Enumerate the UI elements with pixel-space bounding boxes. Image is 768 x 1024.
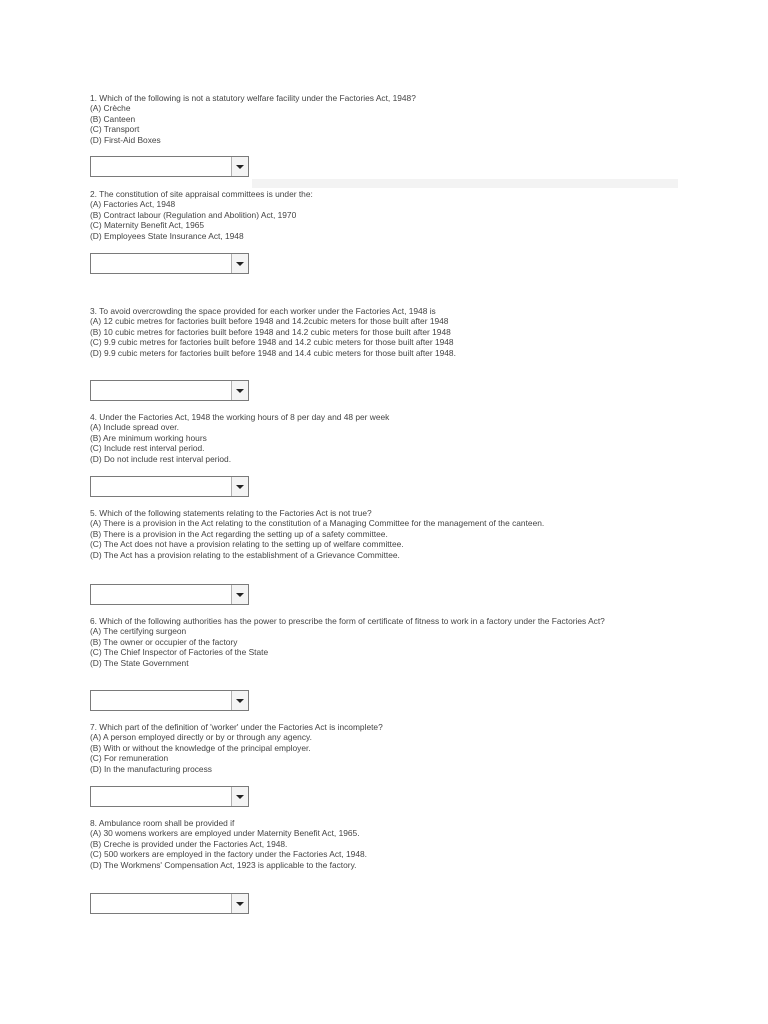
question-text: 6. Which of the following authorities has the power to prescribe the form of certificate of fitness to work in a factory under the Factories Act? — [90, 616, 605, 626]
answer-dropdown[interactable] — [90, 690, 249, 711]
option-text: (C) 9.9 cubic metres for factories built before 1948 and 14.2 cubic meters for those built after 1948 — [90, 337, 454, 348]
chevron-down-icon — [236, 795, 244, 799]
question-block — [90, 616, 605, 668]
option-text: (C) Maternity Benefit Act, 1965 — [90, 220, 205, 231]
option-text: (D) Employees State Insurance Act, 1948 — [90, 230, 244, 241]
question-block — [90, 412, 389, 464]
option-text: (D) The State Government — [90, 657, 189, 668]
option-text: (D) Do not include rest interval period. — [90, 453, 232, 464]
option-text: (D) First-Aid Boxes — [90, 134, 161, 145]
dropdown-button[interactable] — [231, 894, 248, 913]
answer-dropdown[interactable] — [90, 156, 249, 177]
answer-dropdown[interactable] — [90, 253, 249, 274]
dropdown-button[interactable] — [231, 477, 248, 496]
answer-dropdown[interactable] — [90, 893, 249, 914]
option-text: (D) In the manufacturing process — [90, 763, 212, 774]
dropdown-button[interactable] — [231, 787, 248, 806]
option-text: (B) There is a provision in the Act regarding the setting up of a safety committee. — [90, 528, 388, 539]
dropdown-button[interactable] — [231, 381, 248, 400]
question-block — [90, 93, 416, 145]
option-text: (B) The owner or occupier of the factory — [90, 636, 238, 647]
option-text: (D) The Workmens' Compensation Act, 1923 is applicable to the factory. — [90, 859, 357, 870]
option-text: (B) Canteen — [90, 113, 136, 124]
option-text: (C) The Chief Inspector of Factories of the State — [90, 647, 269, 658]
chevron-down-icon — [236, 165, 244, 169]
option-text: (D) 9.9 cubic meters for factories built before 1948 and 14.4 cubic meters for those built after 1948. — [90, 347, 456, 358]
question-text: 1. Which of the following is not a statutory welfare facility under the Factories Act, 1948? — [90, 93, 416, 103]
question-block — [90, 722, 383, 774]
option-text: (C) Transport — [90, 124, 140, 135]
question-block — [90, 818, 367, 870]
option-text: (A) Factories Act, 1948 — [90, 199, 176, 210]
chevron-down-icon — [236, 389, 244, 393]
chevron-down-icon — [236, 262, 244, 266]
option-text: (C) 500 workers are employed in the factory under the Factories Act, 1948. — [90, 849, 367, 860]
option-text: (A) Include spread over. — [90, 422, 179, 433]
dropdown-button[interactable] — [231, 585, 248, 604]
question-text: 4. Under the Factories Act, 1948 the working hours of 8 per day and 48 per week — [90, 412, 390, 422]
question-text: 3. To avoid overcrowding the space provided for each worker under the Factories Act, 1948 is — [90, 306, 436, 316]
option-text: (A) The certifying surgeon — [90, 626, 187, 637]
answer-dropdown[interactable] — [90, 584, 249, 605]
question-block — [90, 306, 456, 358]
dropdown-button[interactable] — [231, 157, 248, 176]
chevron-down-icon — [236, 699, 244, 703]
option-text: (D) The Act has a provision relating to the establishment of a Grievance Committee. — [90, 549, 400, 560]
question-text: 5. Which of the following statements relating to the Factories Act is not true? — [90, 508, 372, 518]
question-block — [90, 508, 544, 560]
chevron-down-icon — [236, 485, 244, 489]
option-text: (A) 12 cubic metres for factories built before 1948 and 14.2cubic meters for those built after 1948 — [90, 316, 449, 327]
chevron-down-icon — [236, 902, 244, 906]
answer-dropdown[interactable] — [90, 786, 249, 807]
option-text: (C) For remuneration — [90, 753, 169, 764]
question-text: 7. Which part of the definition of 'worker' under the Factories Act is incomplete? — [90, 722, 383, 732]
option-text: (B) Contract labour (Regulation and Abolition) Act, 1970 — [90, 209, 297, 220]
option-text: (A) There is a provision in the Act relating to the constitution of a Managing Committee for the management of the canteen. — [90, 518, 545, 529]
option-text: (C) Include rest interval period. — [90, 443, 205, 454]
option-text: (A) 30 womens workers are employed under Maternity Benefit Act, 1965. — [90, 828, 360, 839]
option-text: (B) With or without the knowledge of the principal employer. — [90, 742, 311, 753]
dropdown-button[interactable] — [231, 254, 248, 273]
answer-dropdown[interactable] — [90, 380, 249, 401]
chevron-down-icon — [236, 593, 244, 597]
question-text: 8. Ambulance room shall be provided if — [90, 818, 235, 828]
dropdown-button[interactable] — [231, 691, 248, 710]
option-text: (B) Creche is provided under the Factories Act, 1948. — [90, 838, 288, 849]
question-block — [90, 189, 313, 241]
option-text: (A) A person employed directly or by or through any agency. — [90, 732, 312, 743]
option-text: (A) Crèche — [90, 103, 131, 114]
option-text: (C) The Act does not have a provision relating to the setting up of welfare committee. — [90, 539, 404, 550]
option-text: (B) Are minimum working hours — [90, 432, 207, 443]
question-text: 2. The constitution of site appraisal committees is under the: — [90, 189, 313, 199]
background-stripe — [252, 179, 678, 188]
option-text: (B) 10 cubic metres for factories built before 1948 and 14.2 cubic meters for those built after 1948 — [90, 326, 451, 337]
answer-dropdown[interactable] — [90, 476, 249, 497]
